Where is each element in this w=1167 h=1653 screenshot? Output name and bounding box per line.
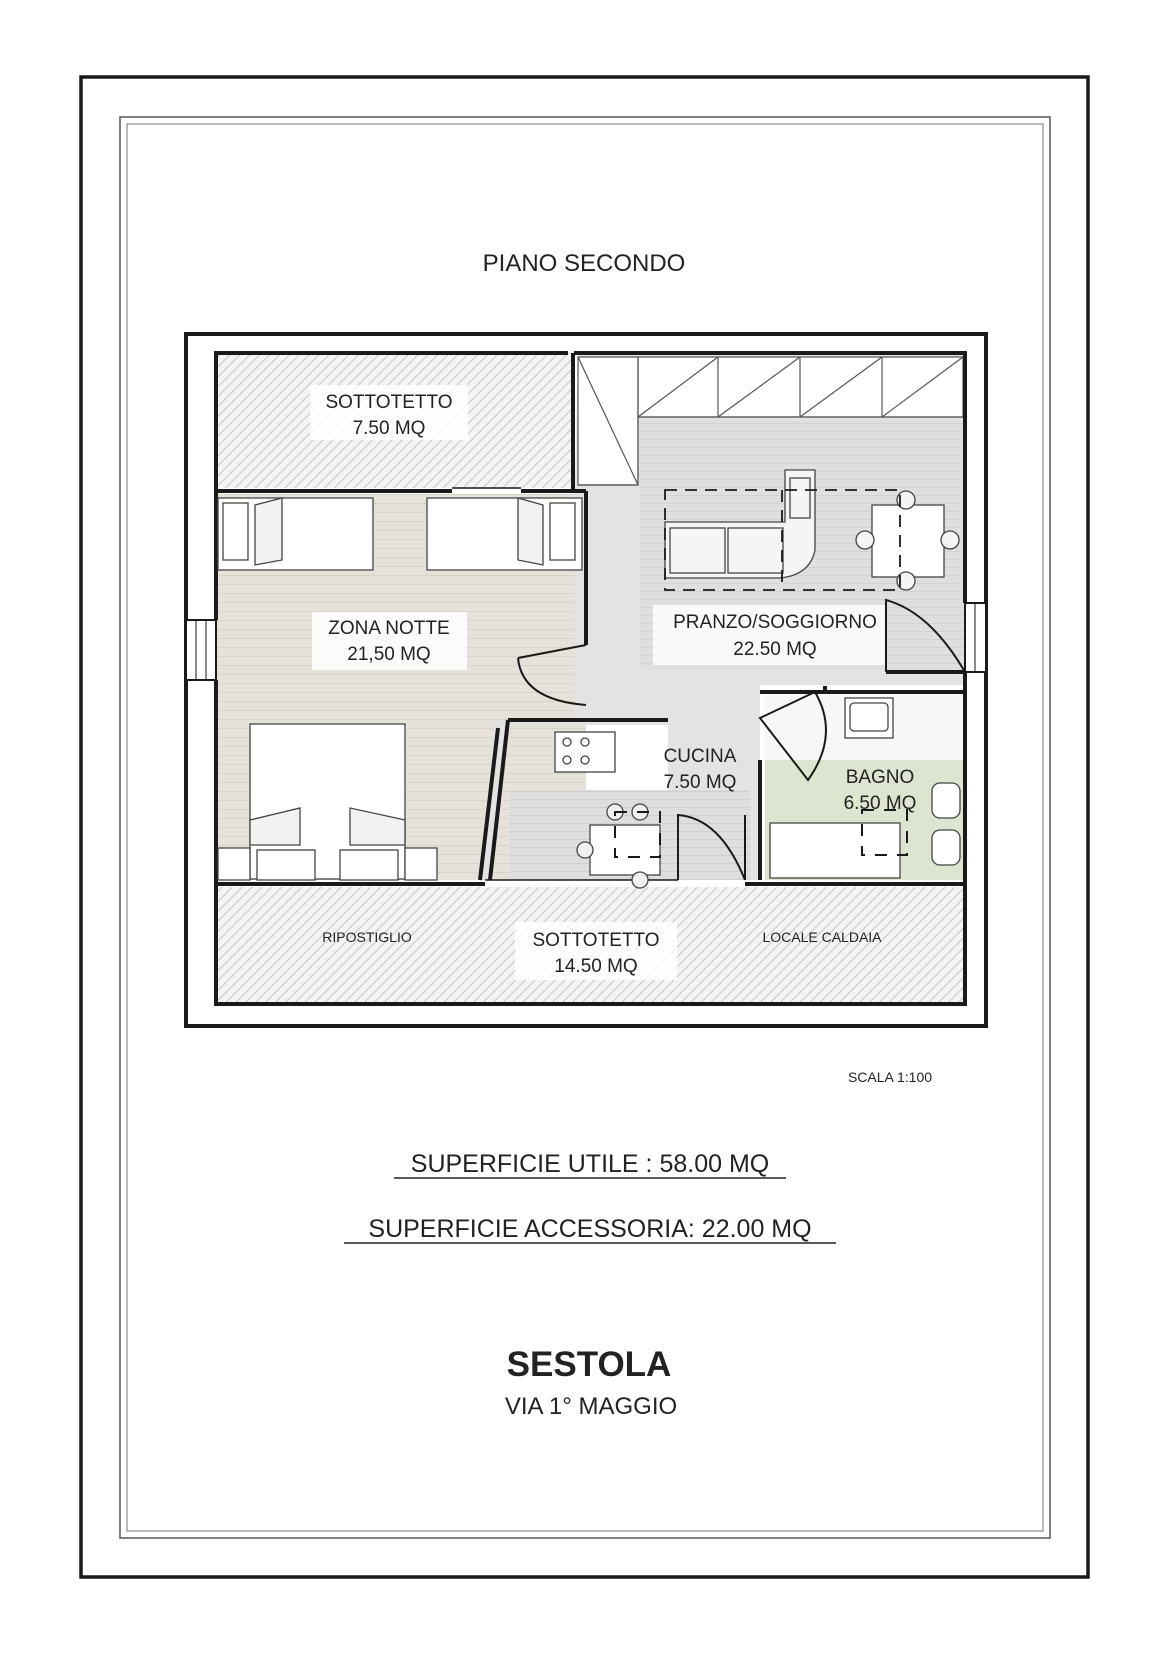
zona-notte-area: 21,50 MQ (347, 644, 431, 665)
sottotetto-bottom-name: SOTTOTETTO (532, 930, 660, 951)
sottotetto-top-area: 7.50 MQ (352, 418, 426, 439)
cucina-name: CUCINA (663, 746, 737, 767)
zona-notte-name: ZONA NOTTE (328, 618, 450, 639)
floor-title: PIANO SECONDO (482, 250, 686, 277)
town-name: SESTOLA (506, 1345, 672, 1384)
locale-caldaia-name: LOCALE CALDAIA (762, 929, 882, 945)
address: VIA 1° MAGGIO (504, 1393, 678, 1420)
sottotetto-top-name: SOTTOTETTO (325, 392, 453, 413)
pranzo-soggiorno-area: 22.50 MQ (733, 639, 817, 660)
bagno-area: 6.50 MQ (843, 793, 917, 814)
scale-label: SCALA 1:100 (847, 1069, 933, 1085)
superficie-utile: SUPERFICIE UTILE : 58.00 MQ (410, 1150, 770, 1178)
cucina-area: 7.50 MQ (663, 772, 737, 793)
bagno-name: BAGNO (845, 767, 915, 788)
pranzo-soggiorno-name: PRANZO/SOGGIORNO (673, 612, 877, 633)
ripostiglio-name: RIPOSTIGLIO (322, 929, 412, 945)
superficie-accessoria: SUPERFICIE ACCESSORIA: 22.00 MQ (368, 1215, 812, 1243)
sottotetto-bottom-area: 14.50 MQ (554, 956, 638, 977)
